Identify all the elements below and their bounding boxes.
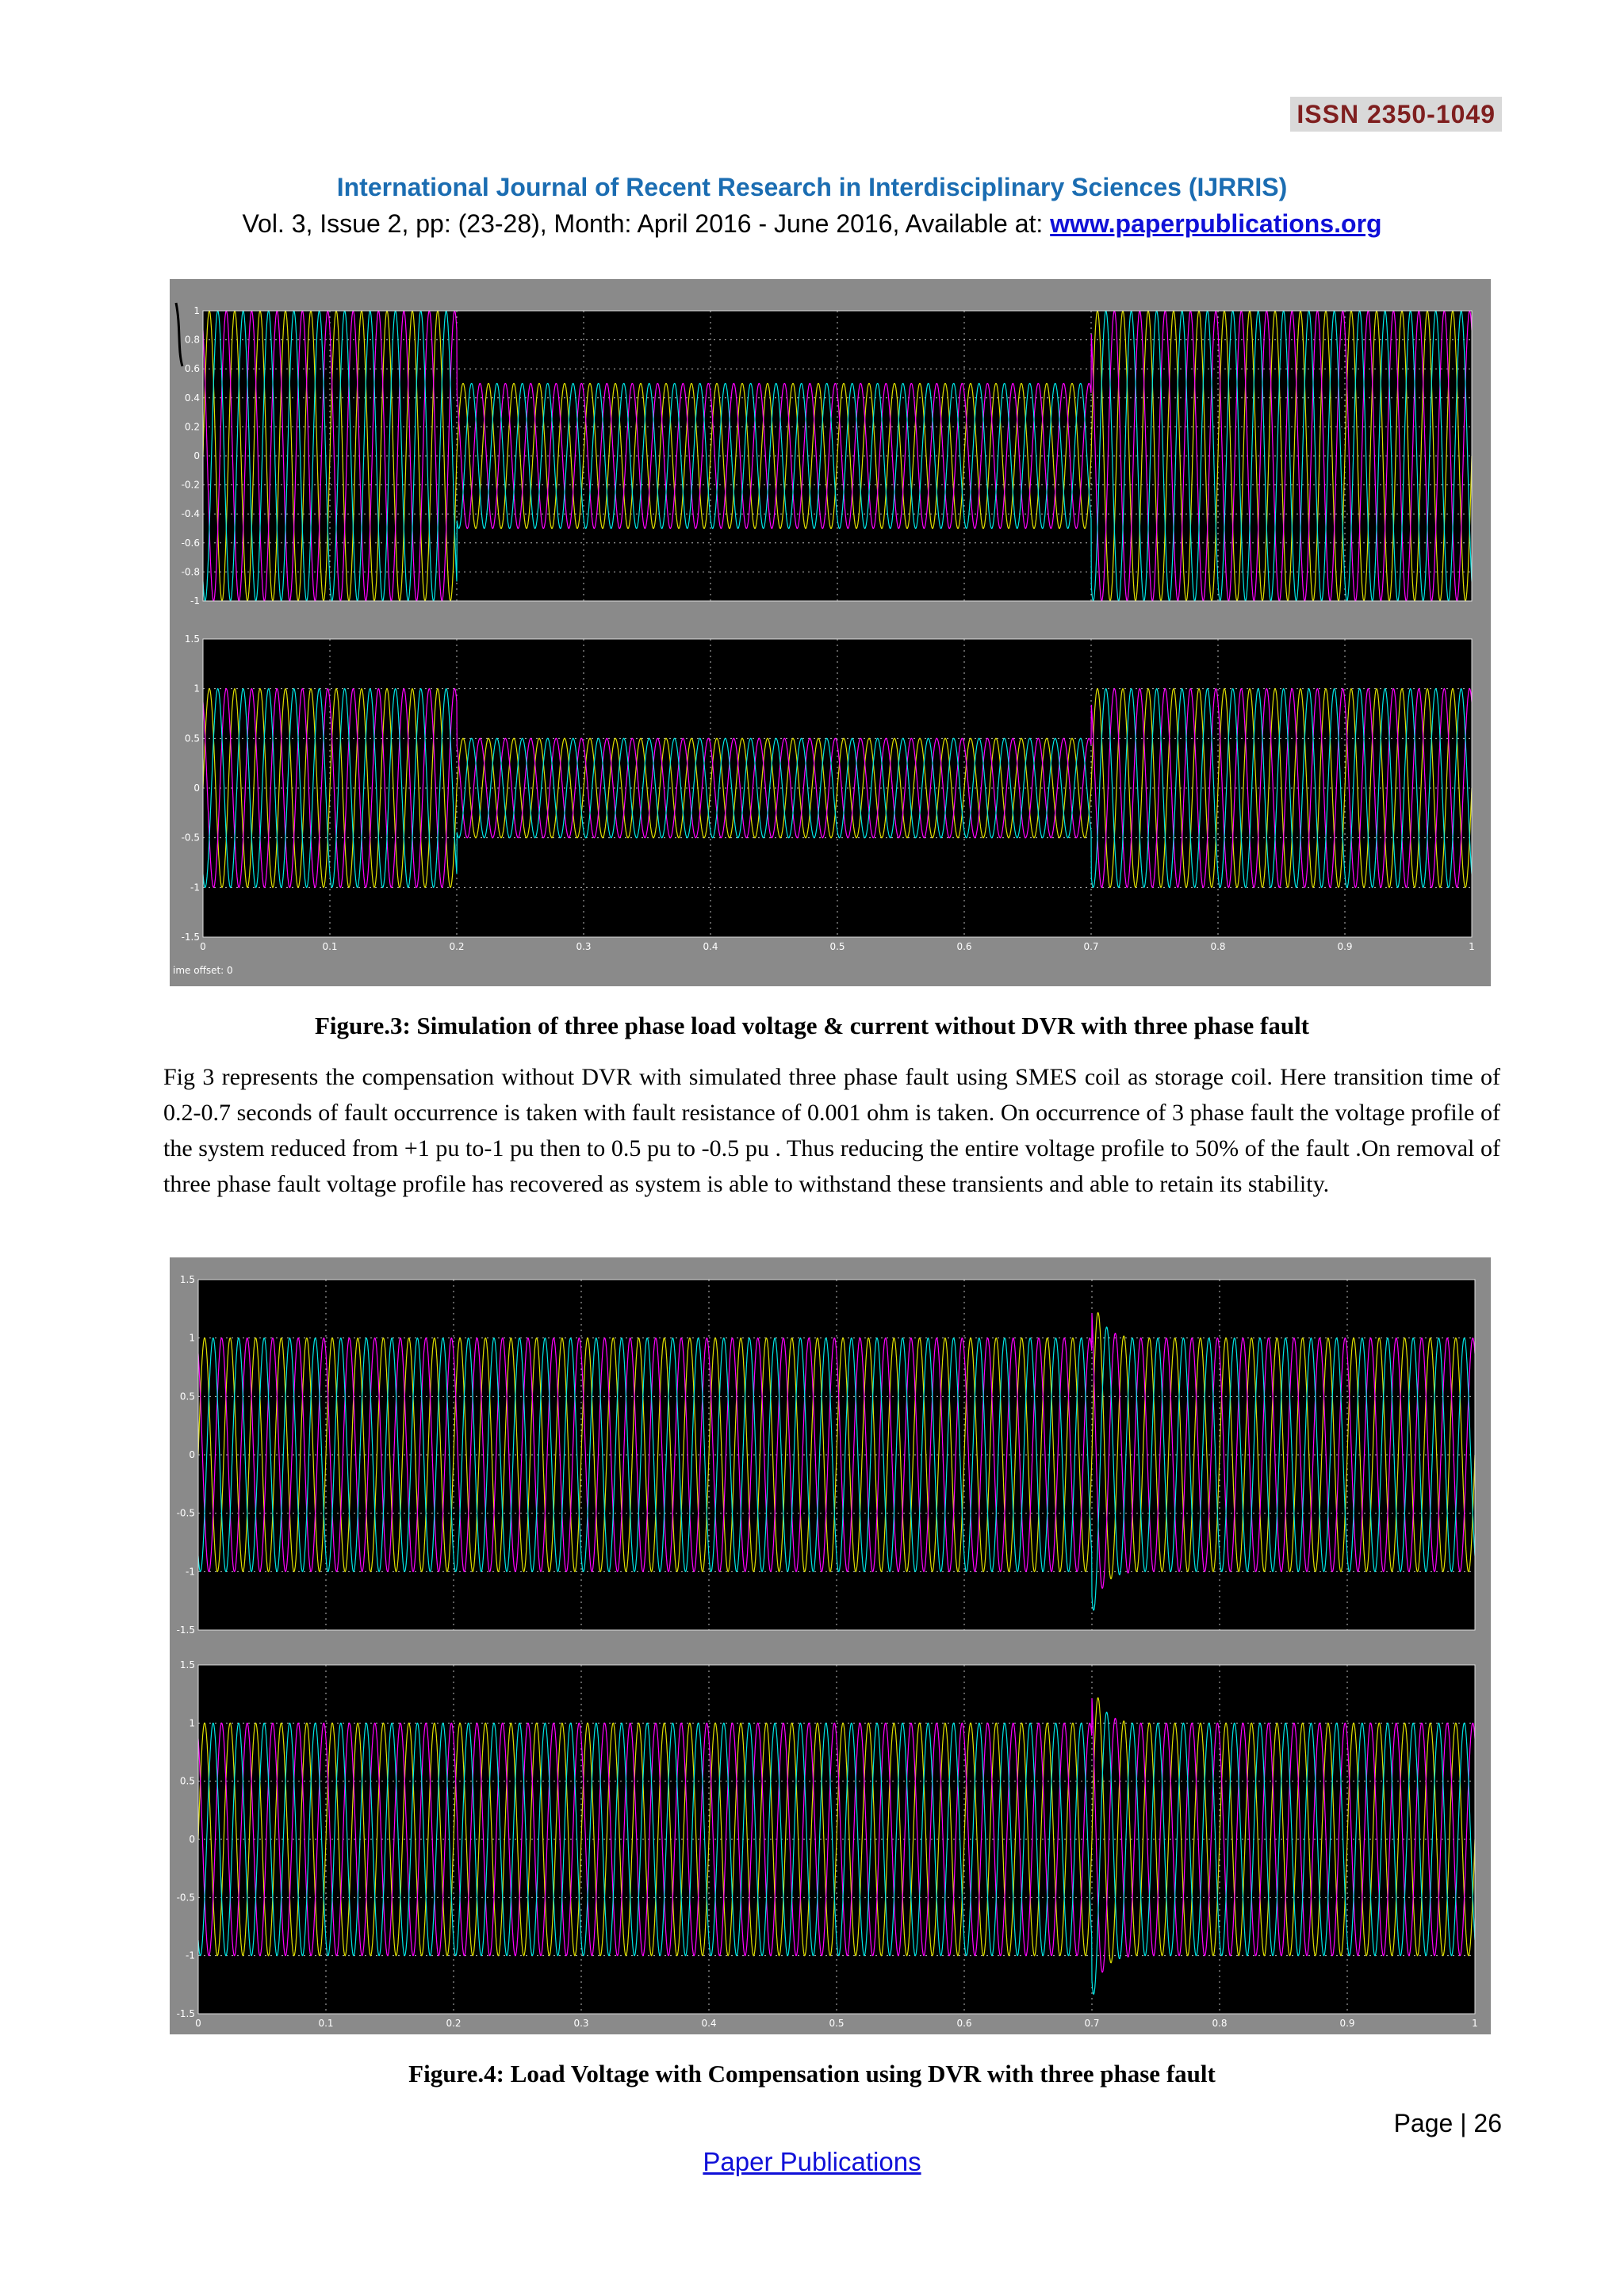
x-tick-label: 0.5 [829, 2018, 845, 2029]
y-tick-label: 1 [189, 1332, 195, 1344]
y-tick-label: 0.6 [184, 363, 200, 375]
y-tick-label: 0 [189, 1834, 195, 1845]
figure-3-scope [170, 279, 1491, 986]
page-number: Page | 26 [1393, 2109, 1502, 2137]
y-tick-label: 1.5 [179, 1659, 195, 1670]
pen-mark [176, 303, 182, 366]
x-tick-label: 0.4 [701, 2018, 717, 2029]
y-tick-label: -0.6 [181, 537, 200, 549]
x-tick-label: 0.8 [1210, 941, 1226, 952]
y-tick-label: 0.8 [184, 334, 200, 346]
journal-website-link[interactable]: www.paperpublications.org [1050, 209, 1382, 238]
y-tick-label: -1 [190, 882, 200, 894]
y-tick-label: 0.5 [179, 1391, 195, 1402]
y-tick-label: -0.2 [181, 479, 200, 491]
y-tick-label: 1 [189, 1717, 195, 1729]
x-tick-label: 1 [1469, 941, 1475, 952]
x-tick-label: 0 [200, 941, 206, 952]
y-tick-label: -0.8 [181, 566, 200, 578]
x-tick-label: 0.3 [573, 2018, 589, 2029]
journal-info [0, 209, 1624, 239]
y-tick-label: -1 [190, 595, 200, 607]
x-tick-label: 0.6 [956, 941, 972, 952]
y-tick-label: 0.4 [184, 392, 200, 404]
journal-info-text: Vol. 3, Issue 2, pp: (23-28), Month: April 2016 - June 2016, Available at: [242, 209, 1051, 238]
y-tick-label: 1 [193, 305, 200, 316]
x-tick-label: 0.9 [1339, 2018, 1355, 2029]
body-paragraph: Fig 3 represents the compensation without DVR with simulated three phase fault using SMES coil as storage coil. Here transition time of 0.2-0.7 seconds of fault occurrence is taken with fault resistance of 0.001 ohm is taken. On occurrence of 3 phase fault the voltage profile of the system reduced from +1 pu to-1 pu then to 0.5 pu to -0.5 pu . Thus reducing the entire voltage profile to 50% of the fault .On removal of three phase fault voltage profile has recovered as system is able to withstand these transients and able to retain its stability. [163, 1064, 1500, 1197]
figure-3-top-plot [182, 305, 1472, 607]
figure-4-caption: Figure.4: Load Voltage with Compensation using DVR with three phase fault [408, 2060, 1216, 2087]
x-tick-label: 0.7 [1083, 941, 1099, 952]
y-tick-label: -1 [186, 1950, 195, 1961]
figure-4-bottom-plot [177, 1659, 1478, 2029]
y-tick-label: -1.5 [181, 932, 200, 943]
x-tick-label: 0.4 [703, 941, 718, 952]
x-tick-label: 0.7 [1084, 2018, 1100, 2029]
y-tick-label: -1.5 [176, 2008, 195, 2019]
y-tick-label: 0.2 [184, 421, 200, 433]
y-tick-label: 0 [193, 450, 200, 461]
x-tick-label: 0 [195, 2018, 201, 2029]
x-tick-label: 0.1 [322, 941, 338, 952]
issn-label: ISSN 2350-1049 [1290, 97, 1502, 132]
x-tick-label: 0.2 [446, 2018, 462, 2029]
x-tick-label: 0.9 [1337, 941, 1353, 952]
figure-3 [170, 279, 1491, 986]
y-tick-label: 1.5 [179, 1274, 195, 1285]
x-tick-label: 0.8 [1212, 2018, 1228, 2029]
y-tick-label: -0.5 [181, 832, 200, 844]
y-tick-label: -1 [186, 1566, 195, 1578]
x-tick-label: 1 [1472, 2018, 1478, 2029]
x-tick-label: 0.2 [449, 941, 465, 952]
y-tick-label: -0.4 [181, 508, 200, 520]
y-tick-label: 1 [193, 683, 200, 695]
publisher-link[interactable]: Paper Publications [703, 2147, 921, 2176]
y-tick-label: -0.5 [176, 1507, 195, 1519]
y-tick-label: -0.5 [176, 1892, 195, 1904]
y-tick-label: 0.5 [179, 1775, 195, 1787]
figure-3-bottom-plot [182, 633, 1475, 952]
y-tick-label: 0 [189, 1449, 195, 1460]
x-tick-label: 0.6 [956, 2018, 972, 2029]
figure-4 [170, 1257, 1491, 2034]
y-tick-label: 0.5 [184, 733, 200, 744]
time-offset-label: ime offset: 0 [173, 965, 233, 976]
y-tick-label: 1.5 [184, 633, 200, 645]
journal-title: International Journal of Recent Research in Interdisciplinary Sciences (IJRRIS) [336, 173, 1288, 201]
figure-3-caption: Figure.3: Simulation of three phase load voltage & current without DVR with three phase fault [314, 1012, 1310, 1039]
x-tick-label: 0.3 [576, 941, 592, 952]
figure-4-scope [170, 1257, 1491, 2034]
x-tick-label: 0.5 [829, 941, 845, 952]
x-tick-label: 0.1 [318, 2018, 334, 2029]
y-tick-label: 0 [193, 783, 200, 794]
y-tick-label: -1.5 [176, 1624, 195, 1636]
figure-4-top-plot [177, 1274, 1475, 1636]
